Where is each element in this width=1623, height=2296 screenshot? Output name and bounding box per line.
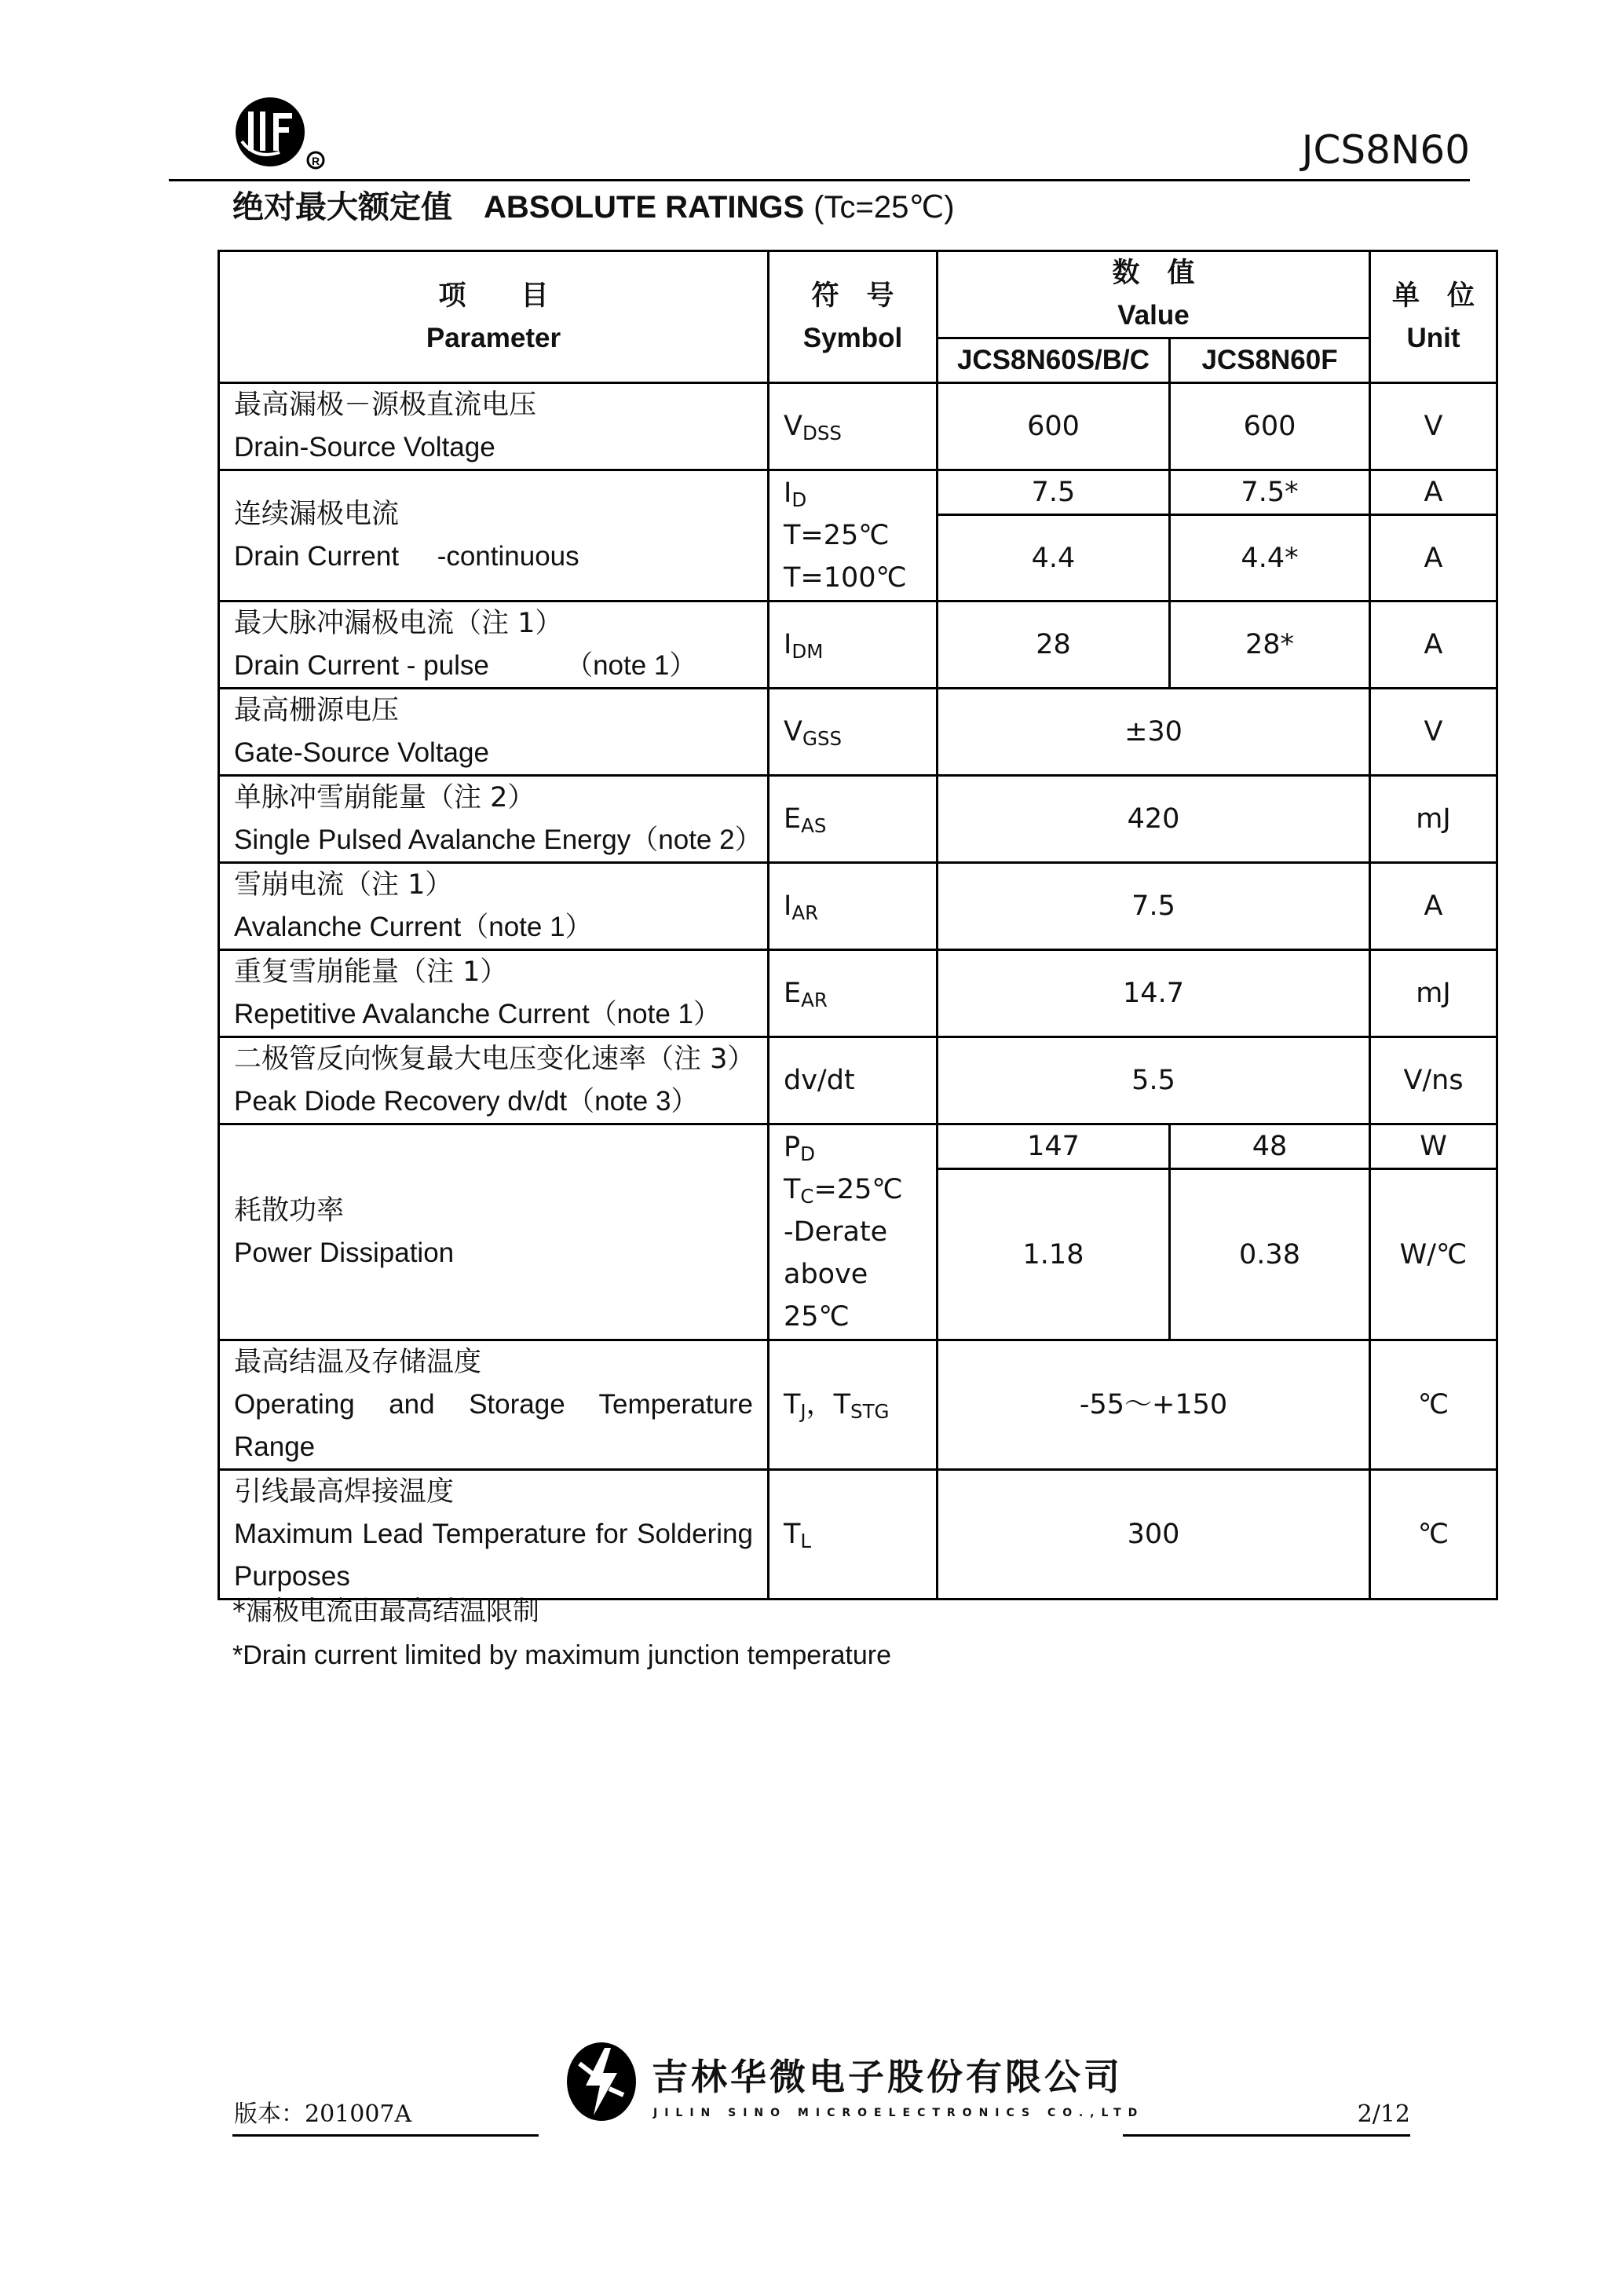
symbol-cell: $V_{DSS}$ <box>769 383 938 470</box>
table-row <box>219 1340 1497 1470</box>
symbol-cell: $T_J$，$T_{STG}$ <box>769 1340 938 1470</box>
param-cell: 最高栅源电压 Gate-Source Voltage <box>219 689 769 776</box>
footnote-en: *Drain current limited by maximum junction temperature <box>232 1640 891 1670</box>
table-row <box>219 863 1497 950</box>
section-condition: (Tc=25℃) <box>813 190 955 225</box>
param-cell: 最高漏极－源极直流电压 Drain-Source Voltage <box>219 383 769 470</box>
header-rule <box>169 179 1470 181</box>
value-cell: 5.5 <box>938 1037 1370 1124</box>
unit-cell: W <box>1370 1124 1497 1169</box>
header-symbol: 符 号 Symbol <box>769 251 938 383</box>
section-title <box>232 187 955 228</box>
param-cell: 耗散功率 Power Dissipation <box>219 1124 769 1340</box>
footnote-cn: *漏极电流由最高结温限制 <box>232 1596 539 1627</box>
unit-cell: mJ <box>1370 776 1497 863</box>
header-value-col2: JCS8N60F <box>1170 338 1370 383</box>
param-cell: 单脉冲雪崩能量（注 2） Single Pulsed Avalanche Energy（note 2） <box>219 776 769 863</box>
symbol-cell: $E_{AR}$ <box>769 950 938 1037</box>
table-row <box>219 470 1497 515</box>
value-cell: 600 <box>1170 383 1370 470</box>
symbol-cell: $I_D$ T=25℃ T=100℃ <box>769 470 938 601</box>
value-cell: 0.38 <box>1170 1169 1370 1340</box>
symbol-cell: $E_{AS}$ <box>769 776 938 863</box>
section-title-cn: 绝对最大额定值 <box>232 189 452 225</box>
value-cell: 7.5 <box>938 863 1370 950</box>
jcs-company-logo-icon <box>232 96 333 171</box>
symbol-cell: $I_{AR}$ <box>769 863 938 950</box>
footer-rule-left <box>232 2134 539 2137</box>
param-cell: 最大脉冲漏极电流（注 1） Drain Current - pulse （note 1） <box>219 601 769 689</box>
ratings-table <box>217 250 1498 1600</box>
unit-cell: V/ns <box>1370 1037 1497 1124</box>
unit-cell: V <box>1370 689 1497 776</box>
table-row <box>219 1124 1497 1169</box>
unit-cell: A <box>1370 863 1497 950</box>
value-cell: 300 <box>938 1470 1370 1600</box>
table-row <box>219 689 1497 776</box>
unit-cell: ℃ <box>1370 1470 1497 1600</box>
unit-cell: V <box>1370 383 1497 470</box>
value-cell: 7.5 <box>938 470 1170 515</box>
unit-cell: A <box>1370 470 1497 515</box>
table-row <box>219 950 1497 1037</box>
header-unit: 单 位 Unit <box>1370 251 1497 383</box>
table-header-row <box>219 251 1497 338</box>
value-cell: 600 <box>938 383 1170 470</box>
table-row <box>219 383 1497 470</box>
value-cell: 7.5* <box>1170 470 1370 515</box>
value-cell: 147 <box>938 1124 1170 1169</box>
table-row <box>219 1037 1497 1124</box>
company-name-en: JILIN SINO MICROELECTRONICS CO.,LTD <box>653 2107 1145 2119</box>
value-cell: -55～+150 <box>938 1340 1370 1470</box>
param-cell: 重复雪崩能量（注 1） Repetitive Avalanche Current（note 1） <box>219 950 769 1037</box>
value-cell: 420 <box>938 776 1370 863</box>
svg-text:R: R <box>311 155 320 167</box>
unit-cell: ℃ <box>1370 1340 1497 1470</box>
version-label: 版本：201007A <box>234 2100 412 2128</box>
table-row <box>219 601 1497 689</box>
value-cell: 1.18 <box>938 1169 1170 1340</box>
unit-cell: A <box>1370 515 1497 601</box>
value-cell: 4.4 <box>938 515 1170 601</box>
company-name-cn: 吉林华微电子股份有限公司 <box>652 2056 1123 2098</box>
value-cell: 28 <box>938 601 1170 689</box>
symbol-cell: dv/dt <box>769 1037 938 1124</box>
part-number: JCS8N60 <box>1301 127 1470 173</box>
table-row <box>219 1470 1497 1600</box>
param-cell: 二极管反向恢复最大电压变化速率（注 3） Peak Diode Recovery dv/dt（note 3） <box>219 1037 769 1124</box>
value-cell: ±30 <box>938 689 1370 776</box>
param-cell: 雪崩电流（注 1） Avalanche Current（note 1） <box>219 863 769 950</box>
value-cell: 48 <box>1170 1124 1370 1169</box>
footer-rule-right <box>1123 2134 1410 2137</box>
header-parameter: 项 目 Parameter <box>219 251 769 383</box>
symbol-cell: $T_L$ <box>769 1470 938 1600</box>
table-row <box>219 776 1497 863</box>
header-value: 数 值 Value <box>938 251 1370 338</box>
param-cell: 连续漏极电流 Drain Current -continuous <box>219 470 769 601</box>
section-title-en: ABSOLUTE RATINGS <box>484 190 805 225</box>
value-cell: 28* <box>1170 601 1370 689</box>
symbol-cell: $P_D$ $T_C=25℃$ -Derate above 25℃ <box>769 1124 938 1340</box>
unit-cell: W/℃ <box>1370 1169 1497 1340</box>
value-cell: 14.7 <box>938 950 1370 1037</box>
unit-cell: A <box>1370 601 1497 689</box>
symbol-cell: $I_{DM}$ <box>769 601 938 689</box>
symbol-cell: $V_{GSS}$ <box>769 689 938 776</box>
param-cell: 最高结温及存储温度 Operating and Storage Temperature Range <box>219 1340 769 1470</box>
page-number: 2/12 <box>1357 2100 1410 2128</box>
unit-cell: mJ <box>1370 950 1497 1037</box>
value-cell: 4.4* <box>1170 515 1370 601</box>
jilin-sino-logo-icon <box>562 2040 641 2123</box>
param-cell: 引线最高焊接温度 Maximum Lead Temperature for Soldering Purposes <box>219 1470 769 1600</box>
header-value-col1: JCS8N60S/B/C <box>938 338 1170 383</box>
